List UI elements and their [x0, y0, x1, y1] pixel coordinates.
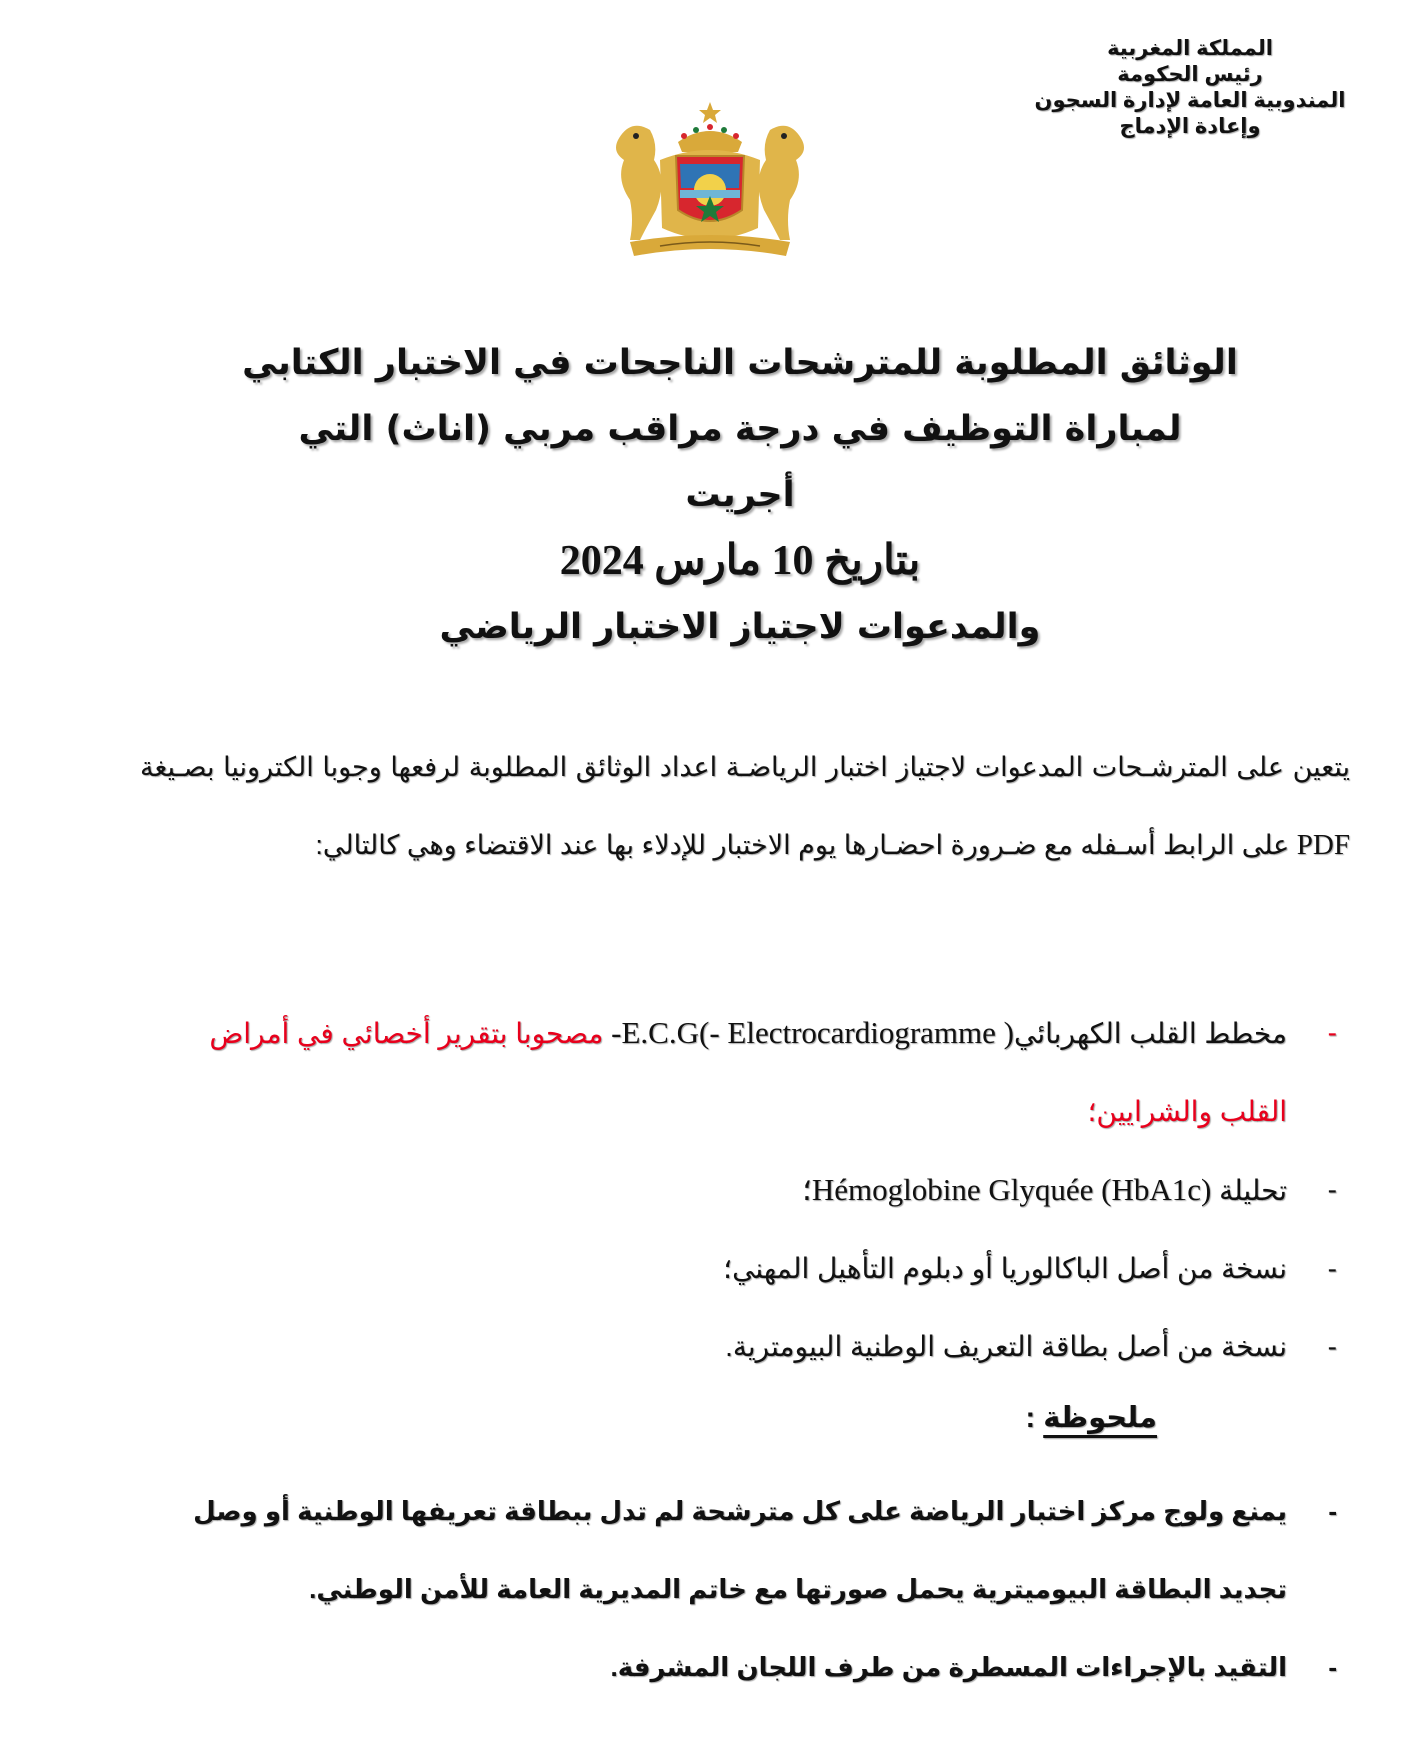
bullet-dash: -: [1327, 1253, 1337, 1284]
note-heading: [1026, 1398, 1158, 1438]
note-colon: :: [1025, 1402, 1044, 1434]
note-item-procedures: [135, 1628, 1345, 1706]
hba1c-latin: (Hémoglobine Glyquée (HbA1c؛: [802, 1172, 1212, 1207]
header-line-kingdom: المملكة المغربية: [1107, 37, 1273, 60]
hba1c-label: تحليلة: [1219, 1175, 1287, 1206]
bullet-dash: -: [1328, 1652, 1337, 1682]
ecg-requirement-note: مصحوبا بتقرير أخصائي في أمراض القلب والشرايين؛: [209, 1018, 1287, 1127]
document-title: [240, 330, 1240, 660]
note-item-entry-ban: [135, 1472, 1345, 1628]
title-line-2: لمباراة التوظيف في درجة مراقب مربي (اناث) التي أجريت: [298, 409, 1182, 515]
title-line-1: الوثائق المطلوبة للمترشحات الناجحات في الاختبار الكتابي: [242, 343, 1238, 383]
intro-text-part2: على الرابط أسـفله مع ضـرورة احضـارها يوم الاختبار للإدلاء بها عند الاقتضاء وهي كالتالي:: [315, 830, 1290, 860]
bullet-dash: -: [1327, 1017, 1337, 1048]
bullet-dash: -: [1327, 1174, 1337, 1205]
list-item-id-card: [135, 1308, 1345, 1386]
header-line-head-of-government: رئيس الحكومة: [1117, 63, 1263, 86]
diploma-text: نسخة من أصل الباكالوريا أو دبلوم التأهيل المهني؛: [723, 1253, 1287, 1284]
bullet-dash: -: [1328, 1496, 1337, 1526]
note-text: التقيد بالإجراءات المسطرة من طرف اللجان المشرفة.: [610, 1652, 1287, 1682]
ecg-label: مخطط القلب الكهربائي: [1014, 1018, 1287, 1049]
id-card-text: نسخة من أصل بطاقة التعريف الوطنية البيومترية.: [725, 1331, 1287, 1362]
list-item-ecg: [135, 994, 1345, 1151]
ecg-latin: E.C.G(- Electrocardiogramme )-: [611, 1015, 1014, 1050]
title-date-line: بتاريخ 10 مارس 2024: [559, 538, 921, 584]
note-text: يمنع ولوج مركز اختبار الرياضة على كل مترشحة لم تدل ببطاقة تعريفها الوطنية أو وصل تجديد البطاقة البيوميترية يحمل صورتها مع خاتم المديرية العامة للأمن الوطني.: [193, 1496, 1287, 1604]
note-title: ملحوظة: [1043, 1402, 1157, 1434]
coat-of-arms-icon: [600, 100, 820, 260]
list-item-diploma: [135, 1230, 1345, 1308]
bullet-dash: -: [1327, 1331, 1337, 1362]
institution-header: [1020, 36, 1360, 140]
intro-format-pdf: PDF: [1296, 829, 1350, 861]
intro-paragraph: [140, 728, 1350, 884]
notes-list: [135, 1472, 1345, 1706]
title-line-4: والمدعوات لاجتياز الاختبار الرياضي: [439, 607, 1041, 647]
header-line-reintegration: وإعادة الإدماج: [1119, 115, 1261, 138]
required-documents-list: [135, 994, 1345, 1386]
header-line-delegation: المندوبية العامة لإدارة السجون: [1034, 89, 1346, 112]
intro-text-part1: يتعين على المترشـحات المدعوات لاجتياز اختبار الرياضـة اعداد الوثائق المطلوبة لرفعها وجوبا الكترونيا بصـيغة: [140, 752, 1350, 782]
list-item-hba1c: [135, 1151, 1345, 1230]
